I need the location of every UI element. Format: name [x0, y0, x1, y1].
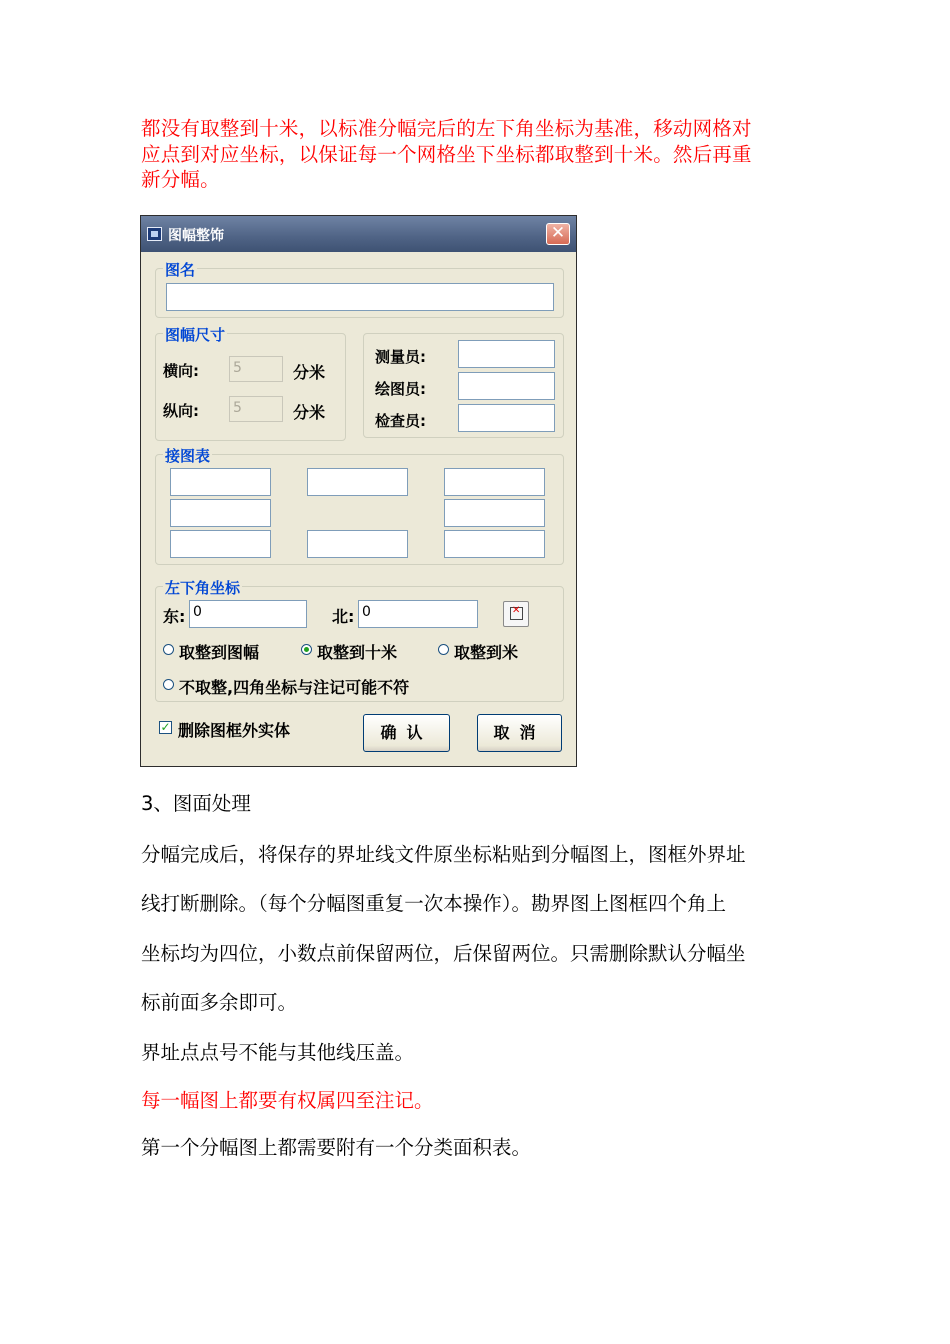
vertical-label: 纵向:	[163, 402, 199, 420]
checker-label: 检查员:	[375, 412, 426, 430]
radio-round-ten-meters[interactable]	[301, 644, 312, 655]
delete-outside-label: 删除图框外实体	[178, 721, 291, 740]
map-size-label: 图幅尺寸	[165, 326, 226, 344]
intro-line-1: 都没有取整到十米，以标准分幅完后的左下角坐标为基准，移动网格对	[141, 117, 752, 140]
radio-round-ten-meters-label: 取整到十米	[317, 643, 398, 662]
map-name-input[interactable]	[166, 283, 554, 311]
join-cell-w[interactable]	[170, 499, 271, 527]
section-p1-line3: 坐标均为四位，小数点前保留两位，后保留两位。只需删除默认分幅坐	[141, 942, 746, 965]
checker-input[interactable]	[458, 404, 555, 432]
pick-point-mark: ✕	[512, 605, 521, 616]
vertical-input[interactable]: 5	[229, 396, 283, 422]
app-icon	[147, 227, 162, 241]
intro-line-3: 新分幅。	[141, 168, 220, 191]
horizontal-unit: 分米	[293, 363, 326, 382]
north-input[interactable]: 0	[358, 600, 478, 628]
radio-no-rounding-label: 不取整,四角坐标与注记可能不符	[179, 678, 410, 697]
section-p3: 每一幅图上都要有权属四至注记。	[141, 1089, 434, 1112]
cancel-button[interactable]: 取消	[477, 714, 562, 752]
close-button[interactable]: ✕	[546, 223, 570, 245]
section-p1-line1: 分幅完成后，将保存的界址线文件原坐标粘贴到分幅图上，图框外界址	[141, 843, 746, 866]
horizontal-input[interactable]: 5	[229, 356, 283, 382]
east-label: 东:	[163, 607, 186, 626]
radio-round-sheet-label: 取整到图幅	[179, 643, 260, 662]
pick-point-button[interactable]	[503, 601, 529, 627]
section-p4: 第一个分幅图上都需要附有一个分类面积表。	[141, 1136, 532, 1159]
join-table-label: 接图表	[165, 447, 211, 465]
join-cell-s[interactable]	[307, 530, 408, 558]
horizontal-label: 横向:	[163, 362, 199, 380]
intro-paragraph	[141, 116, 811, 193]
radio-round-meter[interactable]	[438, 644, 449, 655]
vertical-unit: 分米	[293, 403, 326, 422]
join-cell-se[interactable]	[444, 530, 545, 558]
section-heading: 3、图面处理	[141, 792, 251, 815]
east-input[interactable]: 0	[189, 600, 307, 628]
surveyor-input[interactable]	[458, 340, 555, 368]
section-p2: 界址点点号不能与其他线压盖。	[141, 1041, 415, 1064]
section-p1-line4: 标前面多余即可。	[141, 991, 298, 1014]
radio-round-meter-label: 取整到米	[454, 643, 519, 662]
map-finishing-dialog	[140, 215, 577, 767]
delete-outside-checkbox[interactable]: ✓	[160, 720, 171, 734]
surveyor-label: 测量员:	[375, 348, 426, 366]
north-label: 北:	[332, 607, 355, 626]
join-cell-e[interactable]	[444, 499, 545, 527]
radio-no-rounding[interactable]	[163, 679, 174, 690]
dialog-title: 图幅整饰	[168, 228, 224, 244]
map-size-group	[155, 333, 346, 441]
drafter-input[interactable]	[458, 372, 555, 400]
ok-button[interactable]: 确认	[363, 714, 450, 752]
corner-coord-label: 左下角坐标	[165, 579, 241, 597]
join-cell-n[interactable]	[307, 468, 408, 496]
section-p1-line2: 线打断删除。（每个分幅图重复一次本操作）。勘界图上图框四个角上	[141, 892, 727, 915]
join-cell-ne[interactable]	[444, 468, 545, 496]
join-cell-nw[interactable]	[170, 468, 271, 496]
dialog-titlebar	[141, 216, 576, 252]
intro-line-2: 应点到对应坐标，以保证每一个网格坐下坐标都取整到十米。然后再重	[141, 142, 752, 166]
radio-round-sheet[interactable]	[163, 644, 174, 655]
map-name-label: 图名	[165, 261, 196, 279]
join-cell-sw[interactable]	[170, 530, 271, 558]
drafter-label: 绘图员:	[375, 380, 426, 398]
